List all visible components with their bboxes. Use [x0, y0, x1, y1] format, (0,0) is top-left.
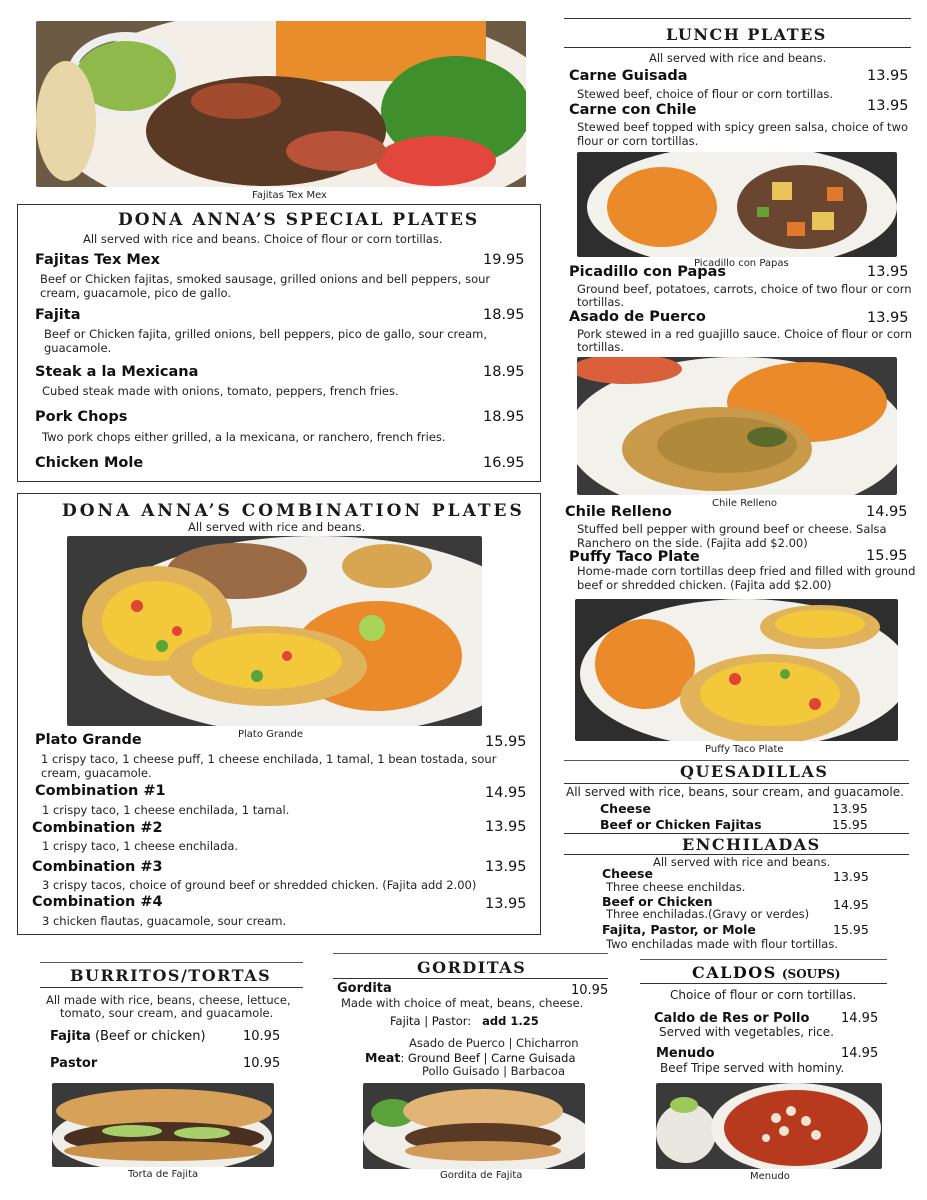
menu-item-price: 18.95 [483, 307, 525, 323]
enchiladas-subtitle: All served with rice and beans. [653, 855, 831, 869]
special-plates-title: DONA ANNA’S SPECIAL PLATES [118, 210, 480, 230]
menu-item-name: Combination #4 [32, 894, 163, 910]
menu-item-price: 13.95 [832, 801, 868, 816]
puffy-taco-caption: Puffy Taco Plate [705, 744, 784, 755]
meat-options-line-1: Asado de Puerco | Chicharron [409, 1036, 579, 1050]
meat-options-text: : Ground Beef | Carne Guisada [400, 1051, 576, 1065]
menudo-caption: Menudo [750, 1171, 790, 1182]
menu-item-desc: Ground beef, potatoes, carrots, choice of two flour or corn tortillas. [577, 282, 912, 309]
plato-grande-photo [67, 536, 482, 726]
menu-item-price: 14.95 [841, 1011, 879, 1026]
addon-price: add 1.25 [482, 1014, 539, 1028]
gordita-caption: Gordita de Fajita [440, 1170, 523, 1181]
caldos-under-rule [640, 983, 887, 984]
menu-item-name: Fajita, Pastor, or Mole [602, 922, 756, 937]
torta-caption: Torta de Fajita [128, 1169, 199, 1180]
menu-item-desc: Stuffed bell pepper with ground beef or cheese. Salsa Ranchero on the side. (Fajita add $2.00) [577, 522, 887, 550]
menu-item-price: 14.95 [833, 897, 869, 912]
menu-item-desc: 1 crispy taco, 1 cheese enchilada. [42, 839, 239, 853]
chile-relleno-photo [577, 357, 897, 495]
lunch-plates-title: LUNCH PLATES [666, 25, 827, 44]
menu-item-price: 14.95 [841, 1046, 879, 1061]
menu-item-name: Pork Chops [35, 409, 128, 425]
meat-options-line-3: Pollo Guisado | Barbacoa [422, 1064, 566, 1078]
menu-item-price: 19.95 [483, 252, 525, 268]
menu-item-desc: Beef or Chicken fajitas, smoked sausage, grilled onions and bell peppers, sour cream, guacamole, pico de gallo. [40, 272, 491, 300]
menu-item-name: Cheese [600, 801, 651, 816]
caldos-top-rule [640, 959, 887, 960]
lunch-top-rule [564, 18, 911, 19]
menu-item-desc: Stewed beef, choice of flour or corn tortillas. [577, 87, 834, 101]
menu-item-name: Fajita [50, 1029, 91, 1044]
menu-item-desc: 3 crispy tacos, choice of ground beef or shredded chicken. (Fajita add 2.00) [42, 878, 477, 892]
menu-item-desc: Stewed beef topped with spicy green salsa, choice of two flour or corn tortillas. [577, 120, 909, 148]
menu-item-name: Pastor [50, 1056, 98, 1071]
menu-item-name: Combination #2 [32, 820, 163, 836]
meat-label: Meat [365, 1050, 401, 1065]
menu-item-price: 13.95 [485, 819, 527, 835]
menu-item-price: 18.95 [483, 409, 525, 425]
gorditas-under-rule [333, 978, 608, 979]
menu-item-price: 15.95 [833, 922, 869, 937]
burritos-subtitle-1: All made with rice, beans, cheese, lettuce, [46, 993, 291, 1007]
menu-item-name: Chicken Mole [35, 455, 144, 471]
menu-item-name: Puffy Taco Plate [569, 549, 700, 565]
menu-item-name: Gordita [337, 981, 392, 996]
combination-plates-subtitle: All served with rice and beans. [188, 520, 366, 534]
meat-options-line-2 [365, 1050, 576, 1065]
plato-grande-caption: Plato Grande [238, 729, 303, 740]
menu-item-name: Fajitas Tex Mex [35, 252, 160, 268]
menu-item-desc: Two pork chops either grilled, a la mexicana, or ranchero, french fries. [42, 430, 446, 444]
quesadillas-title: QUESADILLAS [680, 762, 829, 781]
torta-photo [52, 1083, 274, 1167]
menu-item-name: Combination #3 [32, 859, 163, 875]
menu-item-price: 15.95 [866, 548, 908, 564]
special-plates-subtitle: All served with rice and beans. Choice of flour or corn tortillas. [83, 232, 443, 246]
fajitas-photo [36, 21, 526, 187]
menu-item-name: Beef or Chicken Fajitas [600, 817, 762, 832]
menu-item-price: 13.95 [867, 98, 909, 114]
burritos-subtitle-2: tomato, sour cream, and guacamole. [60, 1006, 274, 1020]
caldos-title: CALDOS [692, 963, 777, 982]
menu-item-price: 14.95 [866, 504, 908, 520]
burritos-under-rule [40, 987, 303, 988]
menu-item-name: Caldo de Res or Pollo [654, 1011, 810, 1026]
menu-item-desc: 1 crispy taco, 1 cheese enchilada, 1 tamal. [42, 803, 290, 817]
menu-item-price: 13.95 [867, 264, 909, 280]
menu-item-desc: Beef Tripe served with hominy. [660, 1061, 845, 1075]
burritos-title: BURRITOS/TORTAS [70, 966, 272, 985]
quesadillas-under-rule [564, 783, 909, 784]
menu-item-desc: Made with choice of meat, beans, cheese. [341, 996, 584, 1010]
menu-item-desc: Pork stewed in a red guajillo sauce. Choice of flour or corn tortillas. [577, 327, 912, 354]
gorditas-title: GORDITAS [417, 958, 527, 977]
menu-item-name: Steak a la Mexicana [35, 364, 199, 380]
menu-item-name: Combination #1 [35, 783, 166, 799]
caldos-title-suffix: (SOUPS) [781, 967, 841, 981]
menu-item-desc: Three cheese enchildas. [606, 880, 746, 894]
gordita-addon [390, 1014, 539, 1028]
menu-item-name: Chile Relleno [565, 504, 672, 520]
menudo-photo [656, 1083, 882, 1169]
menu-item-name: Asado de Puerco [569, 309, 706, 325]
menu-item-price: 10.95 [243, 1056, 281, 1071]
menu-item-price: 18.95 [483, 364, 525, 380]
quesadillas-subtitle: All served with rice, beans, sour cream, and guacamole. [566, 785, 904, 799]
picadillo-photo [577, 152, 897, 257]
menu-item-price: 13.95 [485, 896, 527, 912]
picadillo-caption: Picadillo con Papas [694, 258, 789, 269]
menu-item-price: 10.95 [243, 1029, 281, 1044]
menu-item-price: 14.95 [485, 785, 527, 801]
menu-item-desc: 3 chicken flautas, guacamole, sour cream. [42, 914, 287, 928]
caldos-title-row [692, 963, 841, 982]
quesadillas-top-rule [564, 760, 909, 761]
fajitas-caption: Fajitas Tex Mex [252, 190, 327, 201]
lunch-under-rule [564, 47, 911, 48]
menu-item-price: 15.95 [485, 734, 527, 750]
burritos-top-rule [40, 962, 303, 963]
chile-relleno-caption: Chile Relleno [712, 498, 778, 509]
menu-item-name: Carne con Chile [569, 102, 697, 118]
gordita-photo [363, 1083, 585, 1169]
enchiladas-top-rule [564, 833, 909, 834]
combination-plates-title: DONA ANNA’S COMBINATION PLATES [62, 501, 525, 521]
menu-item-desc: Cubed steak made with onions, tomato, peppers, french fries. [42, 384, 399, 398]
caldos-subtitle: Choice of flour or corn tortillas. [670, 988, 857, 1002]
menu-item-price: 13.95 [833, 869, 869, 884]
menu-item-desc: Three enchiladas.(Gravy or verdes) [606, 907, 810, 921]
menu-item-name: Beef or Chicken [602, 894, 713, 909]
menu-item-desc: Served with vegetables, rice. [659, 1025, 834, 1039]
menu-item-desc: 1 crispy taco, 1 cheese puff, 1 cheese enchilada, 1 tamal, 1 bean tostada, sour cream, guacamole. [41, 752, 497, 780]
menu-item-name: Picadillo con Papas [569, 264, 727, 280]
menu-item-name: Fajita [35, 307, 81, 323]
menu-item-price: 15.95 [832, 817, 868, 832]
menu-item-name: Carne Guisada [569, 68, 688, 84]
menu-item-name: Cheese [602, 866, 653, 881]
puffy-taco-photo [575, 599, 898, 741]
menu-item-desc: Two enchiladas made with flour tortillas. [606, 937, 838, 951]
addon-label: Fajita | Pastor: [390, 1014, 472, 1028]
menu-item-note: (Beef or chicken) [94, 1029, 206, 1044]
menu-item-desc: Home-made corn tortillas deep fried and filled with ground beef or shredded chicken. (Fajita add $2.00) [577, 564, 916, 592]
menu-item-price: 13.95 [485, 859, 527, 875]
gorditas-top-rule [333, 953, 608, 954]
menu-item-name: Plato Grande [35, 732, 142, 748]
menu-item-name: Menudo [656, 1046, 715, 1061]
menu-item-desc: Beef or Chicken fajita, grilled onions, bell peppers, pico de gallo, sour cream, guacamole. [44, 327, 488, 355]
burrito-item-fajita [50, 1029, 206, 1044]
menu-item-price: 13.95 [867, 310, 909, 326]
enchiladas-title: ENCHILADAS [682, 835, 821, 854]
menu-item-price: 10.95 [571, 983, 609, 998]
lunch-plates-subtitle: All served with rice and beans. [649, 51, 827, 65]
menu-item-price: 16.95 [483, 455, 525, 471]
menu-item-price: 13.95 [867, 68, 909, 84]
